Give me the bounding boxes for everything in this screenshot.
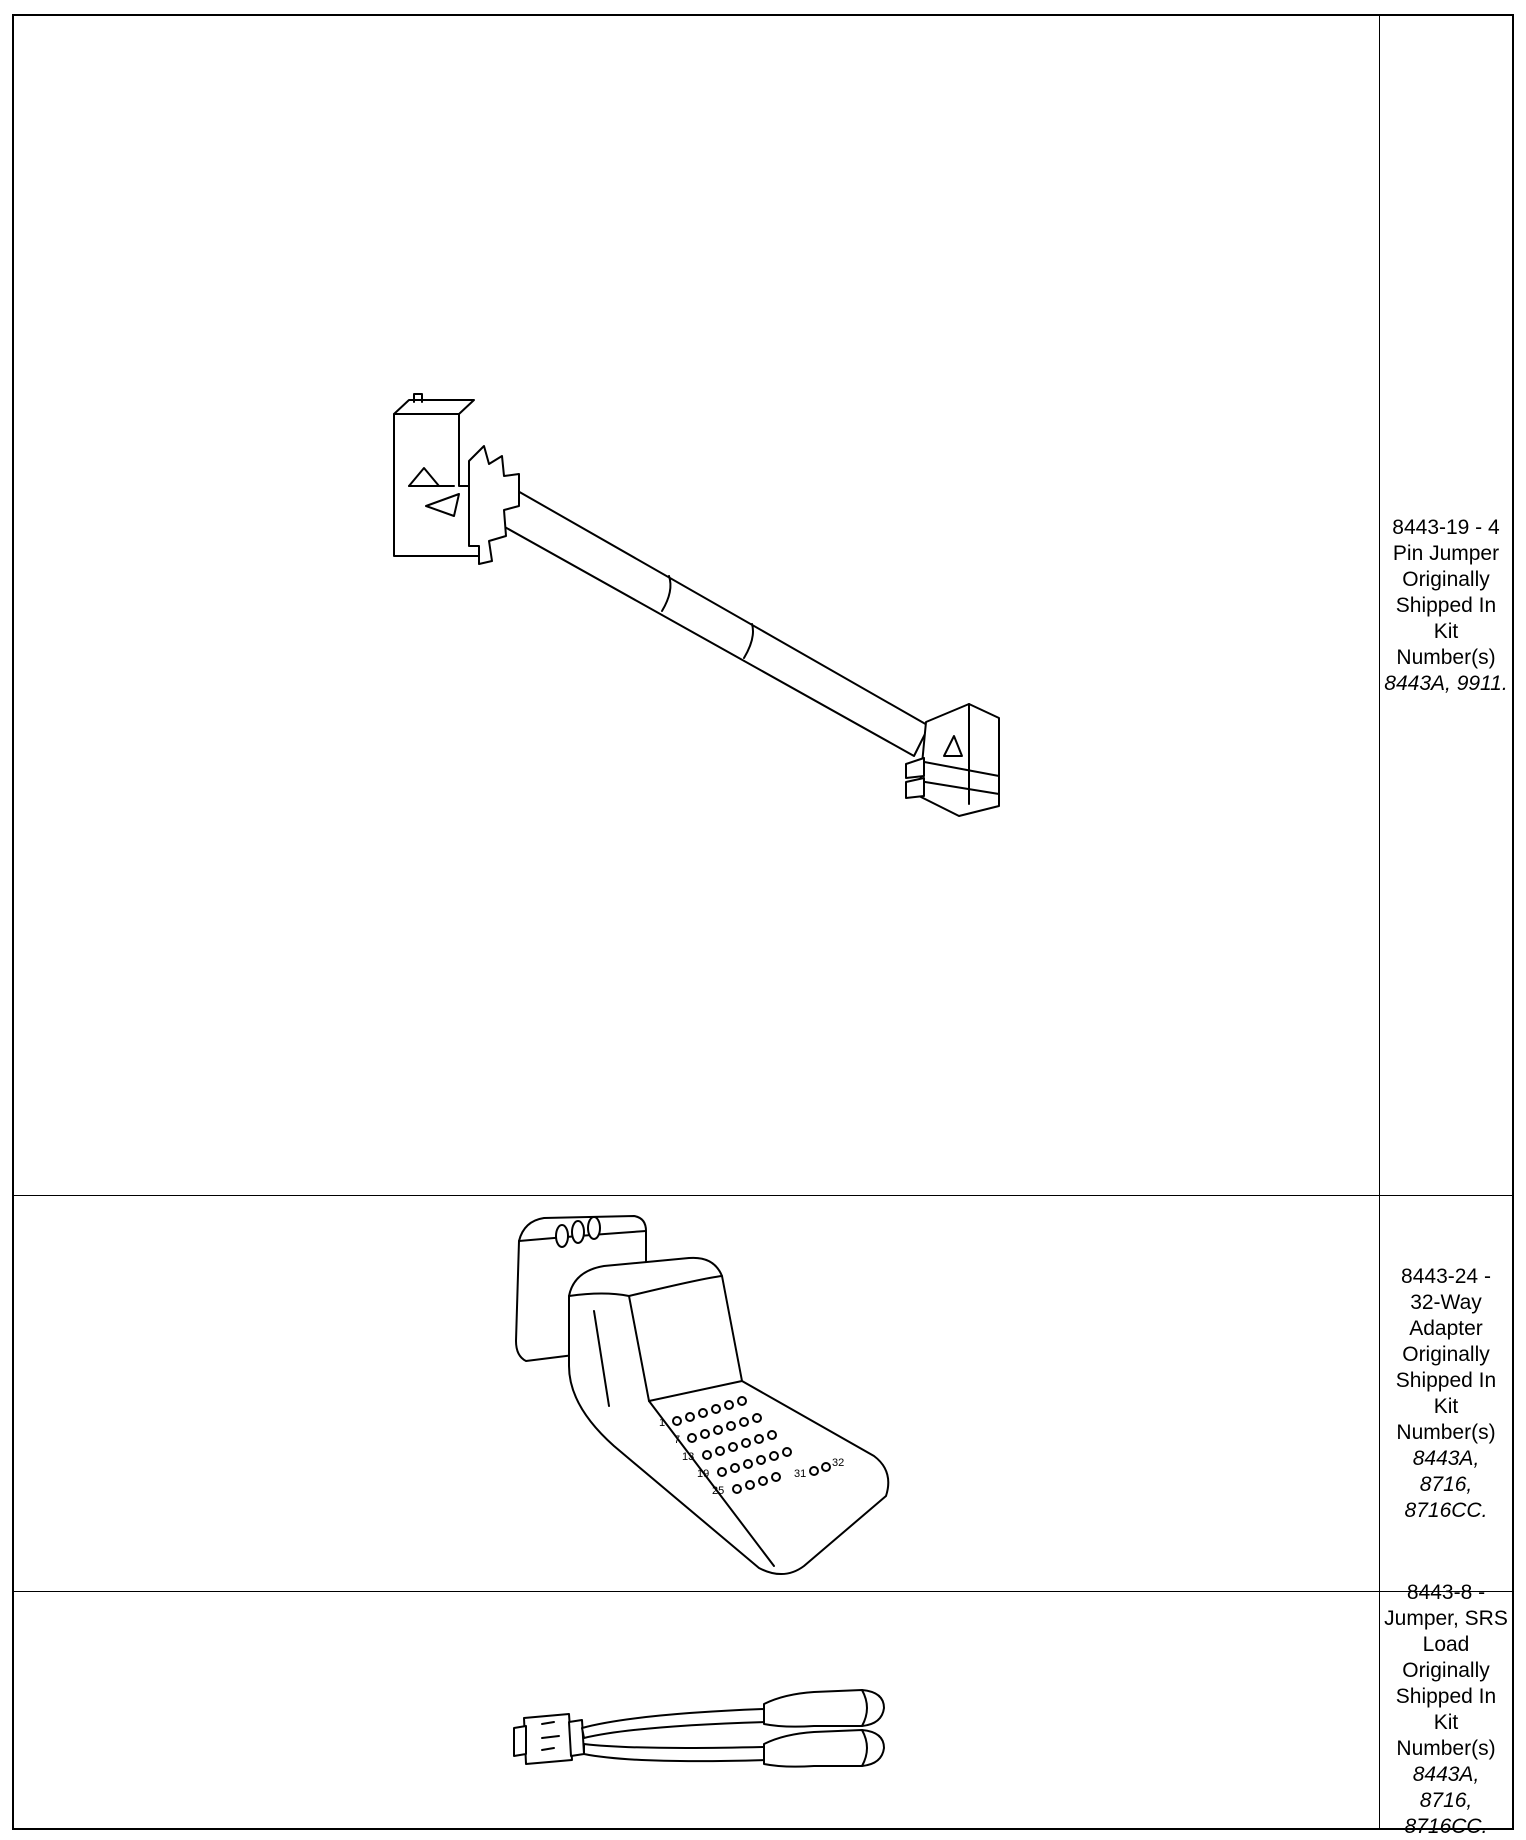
kit-numbers: 8443A, 9911.	[1384, 671, 1508, 695]
adapter-illustration	[14, 1196, 1379, 1592]
kit-numbers: 8443A, 8716, 8716CC.	[1404, 1763, 1488, 1838]
parts-table	[12, 14, 1514, 1838]
srs-jumper-illustration	[14, 1592, 1379, 1828]
pin-label: 1	[659, 1417, 666, 1429]
part-row-pin-jumper	[14, 16, 1512, 1196]
pin-label: 25	[712, 1485, 725, 1497]
kit-prefix: Originally Shipped In Kit Number(s)	[1395, 567, 1497, 669]
kit-prefix: Originally Shipped In Kit Number(s)	[1395, 1342, 1497, 1444]
pin-label: 7	[674, 1434, 681, 1446]
description-cell	[1379, 16, 1512, 1195]
part-number: 8443-8 -	[1406, 1581, 1486, 1604]
part-description	[1384, 515, 1508, 697]
pin-label: 31	[794, 1468, 807, 1480]
kit-prefix: Originally Shipped In Kit Number(s)	[1395, 1659, 1497, 1760]
illustration-cell	[14, 1592, 1379, 1828]
part-row-32-way-adapter	[14, 1196, 1512, 1592]
part-row-srs-load-jumper	[14, 1581, 1512, 1838]
part-description	[1384, 1580, 1508, 1840]
part-number: 8443-24 -	[1401, 1264, 1491, 1288]
illustration-cell	[14, 16, 1379, 1195]
part-name: Pin Jumper	[1392, 541, 1500, 565]
illustration-cell	[14, 1196, 1379, 1591]
pin-label: 19	[697, 1468, 710, 1480]
part-number: 8443-19 - 4	[1392, 515, 1500, 539]
description-cell	[1379, 1196, 1512, 1591]
pin-jumper-illustration	[14, 16, 1379, 1196]
part-name: Jumper, SRS Load	[1384, 1607, 1508, 1656]
pin-label: 32	[832, 1457, 845, 1469]
pin-label: 13	[682, 1451, 695, 1463]
part-name: 32-Way Adapter	[1409, 1290, 1483, 1340]
kit-numbers: 8443A, 8716, 8716CC.	[1404, 1446, 1488, 1522]
part-description	[1384, 1264, 1508, 1524]
description-cell	[1379, 1581, 1512, 1838]
